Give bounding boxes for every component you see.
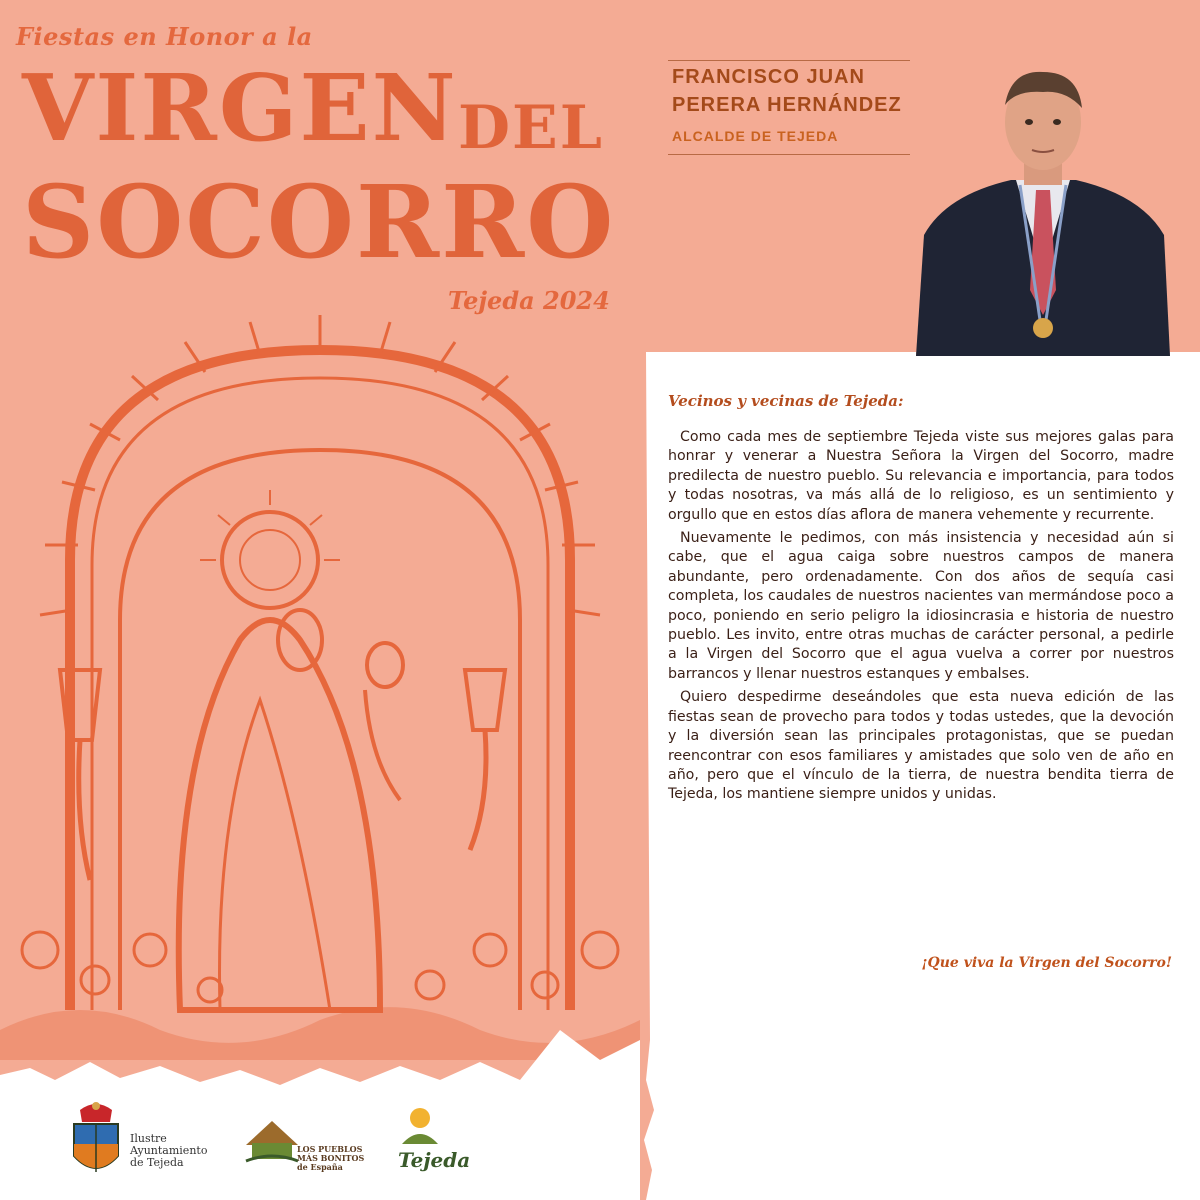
poster-title-virgen: VIRGEN [22, 54, 458, 162]
mayor-portrait [916, 60, 1170, 356]
letter-greeting: Vecinos y vecinas de Tejeda: [668, 392, 904, 410]
header-rule-top [668, 60, 910, 61]
tejeda-sun-logo-icon [400, 1104, 440, 1148]
poster-title-socorro: SOCORRO [22, 163, 616, 281]
poster-title-del: DEL [458, 93, 604, 163]
letter-paragraph: Como cada mes de septiembre Tejeda viste sus mejores galas para honrar y venerar a Nuestra Señora la Virgen del Socorro, madre predilecta de nuestro pueblo. Su relevancia e importancia, para todos y todas nosotras, va más allá de lo religioso, es un sentimiento y orgullo que en estos días aflora de manera vehemente y recurrente. [668, 429, 1174, 523]
ayuntamiento-crest-icon [66, 1100, 126, 1180]
pueblos-bonitos-logo-icon [242, 1115, 302, 1165]
letter-body [668, 428, 1174, 809]
letter-paragraph: Nuevamente le pedimos, con más insistencia y necesidad aún si cabe, que el agua caiga sobre nuestros campos de manera abundante, pero ordenadamente. Con dos años de sequía casi completa, los caudales de nuestros nacientes van mermándose poco a poco, poniendo en serio peligro la idiosincrasia e historia de nuestro pueblo. Les invito, entre otras muchas de carácter personal, a pedirle a la Virgen del Socorro que el agua vuelva a correr por nuestros barrancos y llenar nuestros estanques y embalses. [668, 530, 1174, 682]
mayor-title: ALCALDE DE TEJEDA [672, 128, 839, 144]
poster-kicker: Fiestas en Honor a la [16, 22, 313, 51]
ayuntamiento-name: Ilustre Ayuntamiento de Tejeda [130, 1132, 208, 1169]
letter-paragraph: Quiero despedirme deseándoles que esta nueva edición de las fiestas sean de provecho para todos y todas ustedes, que la devoción y la diversión sean las principales protagonistas, que se puedan reencontrar con esos familiares y amistades que solo ven de año en año, pero que el vínculo de la tierra, de nuestra bendita tierra de Tejeda, los mantiene siempre unidos y unidas. [668, 689, 1174, 803]
header-rule-bottom [668, 154, 910, 155]
mayor-name-line2: PERERA HERNÁNDEZ [672, 94, 902, 116]
mayor-name-line1: FRANCISCO JUAN [672, 66, 865, 88]
poster-year: Tejeda 2024 [448, 286, 610, 315]
tejeda-logo-word: Tejeda [398, 1148, 471, 1172]
pueblos-bonitos-text: LOS PUEBLOS MÁS BONITOS de España [297, 1144, 365, 1172]
letter-closing: ¡Que viva la Virgen del Socorro! [921, 955, 1172, 971]
